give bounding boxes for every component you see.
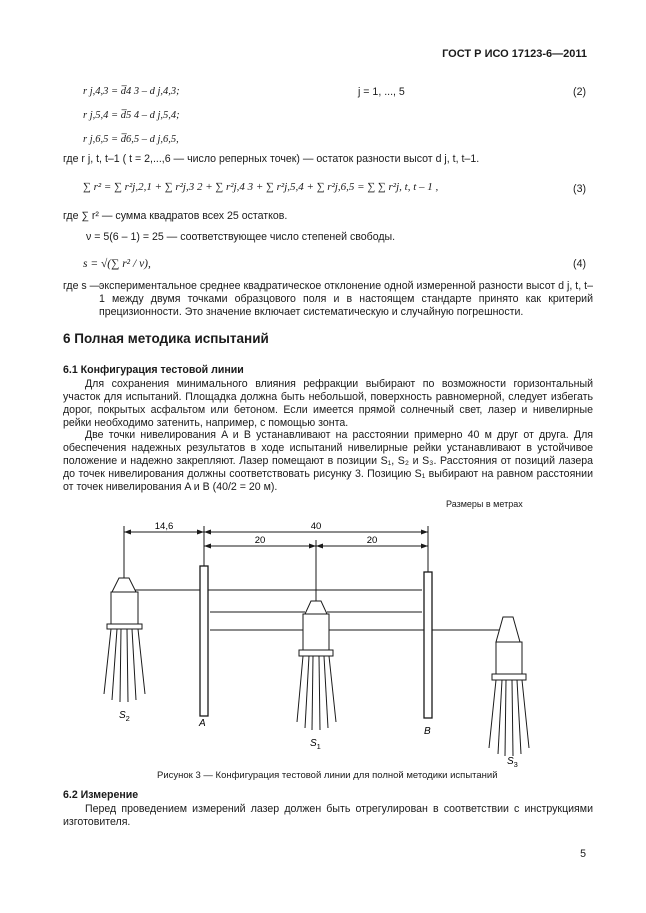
label-s1: $S_1$ xyxy=(310,738,321,751)
equation-j-range: j = 1, ..., 5 xyxy=(358,86,405,98)
figure-3-diagram xyxy=(0,515,646,775)
arrowhead xyxy=(204,544,211,549)
label-s3: $S_3$ xyxy=(507,756,518,769)
equation-number-3: (3) xyxy=(573,183,586,195)
arrowhead xyxy=(316,544,323,549)
paragraph-6-1-2: Две точки нивелирования A и B устанавливают на расстоянии примерно 40 м друг от друга. Для обеспечения надежных результатов в ходе испытаний нивелирные рейки устанавливают в устойчивое положение и надежно закрепляют. Лазер помещают в позиции S₁, S₂ и S₃. Расстояния от позиций лазера до точек нивелирования должны соответствовать рисунку 3. Позицию S₁ выбирают на равном расстоянии от точек нивелирования A и B (40/2 = 20 м). xyxy=(63,429,593,494)
section-6-1-title: 6.1 Конфигурация тестовой линии xyxy=(63,364,244,376)
where-r-definition: где r j, t, t–1 ( t = 2,...,6 — число реперных точек) — остаток разности высот d j, t, t–1. xyxy=(63,153,480,165)
document-header: ГОСТ Р ИСО 17123-6—2011 xyxy=(442,48,587,60)
dim-label-40: 40 xyxy=(310,521,322,532)
section-6-2-title: 6.2 Измерение xyxy=(63,789,139,801)
section-6-title: 6 Полная методика испытаний xyxy=(63,331,269,346)
degrees-of-freedom: ν = 5(6 – 1) = 25 — соответствующее число степеней свободы. xyxy=(86,231,396,243)
arrowhead xyxy=(421,530,428,535)
dim-label-14-6: 14,6 xyxy=(154,521,174,532)
label-a: A xyxy=(199,718,206,729)
page-number: 5 xyxy=(580,848,586,860)
laser-s2 xyxy=(104,578,145,702)
arrowhead xyxy=(124,530,131,535)
arrowhead xyxy=(197,530,204,535)
equation-number-2: (2) xyxy=(573,86,586,98)
staff-b xyxy=(424,572,432,718)
paragraph-6-1-1: Для сохранения минимального влияния рефракции выбирают по возможности горизонтальный участок для испытаний. Площадка должна быть небольшой, поверхность равномерной, следует избегать дорог, покрытых асфальтом или бетоном. Если имеется прямой солнечный свет, лазер и нивелирные рейки необходимо затенить, например, с помощью зонта. xyxy=(63,378,593,430)
dim-label-20-right: 20 xyxy=(366,535,378,546)
equation-r54: r j,5,4 = d̅5 4 – d j,5,4; xyxy=(83,110,180,121)
paragraph-6-2-1: Перед проведением измерений лазер должен быть отрегулирован в соответствии с инструкциями изготовителя. xyxy=(63,803,593,829)
label-b: B xyxy=(424,726,431,737)
staff-a xyxy=(200,566,208,716)
laser-s1 xyxy=(297,601,336,730)
equation-r65: r j,6,5 = d̅6,5 – d j,6,5, xyxy=(83,134,179,145)
equation-number-4: (4) xyxy=(573,258,586,270)
arrowhead xyxy=(309,544,316,549)
arrowhead xyxy=(421,544,428,549)
units-note: Размеры в метрах xyxy=(446,499,523,509)
where-s-label: где s — xyxy=(63,280,101,292)
figure-caption: Рисунок 3 — Конфигурация тестовой линии для полной методики испытаний xyxy=(157,770,498,781)
where-sum-definition: где ∑ r² — сумма квадратов всех 25 остатков. xyxy=(63,210,288,222)
label-s2: $S_2$ xyxy=(119,710,130,723)
dim-label-20-left: 20 xyxy=(254,535,266,546)
equation-sum-of-squares: ∑ r² = ∑ r²j,2,1 + ∑ r²j,3 2 + ∑ r²j,4 3 + ∑ r²j,5,4 + ∑ r²j,6,5 = ∑ ∑ r²j, t, t – 1 , xyxy=(83,181,439,193)
equation-s: s = √(∑ r² / ν), xyxy=(83,258,151,270)
laser-s3 xyxy=(489,617,529,756)
where-s-definition: экспериментальное среднее квадратическое отклонение одной измеренной разности высот d j, t, t–1 между двумя точками образцового поля и в настоящем стандарте принято как критерий прецизионности. Это значение включает систематическую и случайную погрешности. xyxy=(99,280,593,318)
equation-r43: r j,4,3 = d̅4 3 – d j,4,3; xyxy=(83,86,180,97)
arrowhead xyxy=(204,530,211,535)
